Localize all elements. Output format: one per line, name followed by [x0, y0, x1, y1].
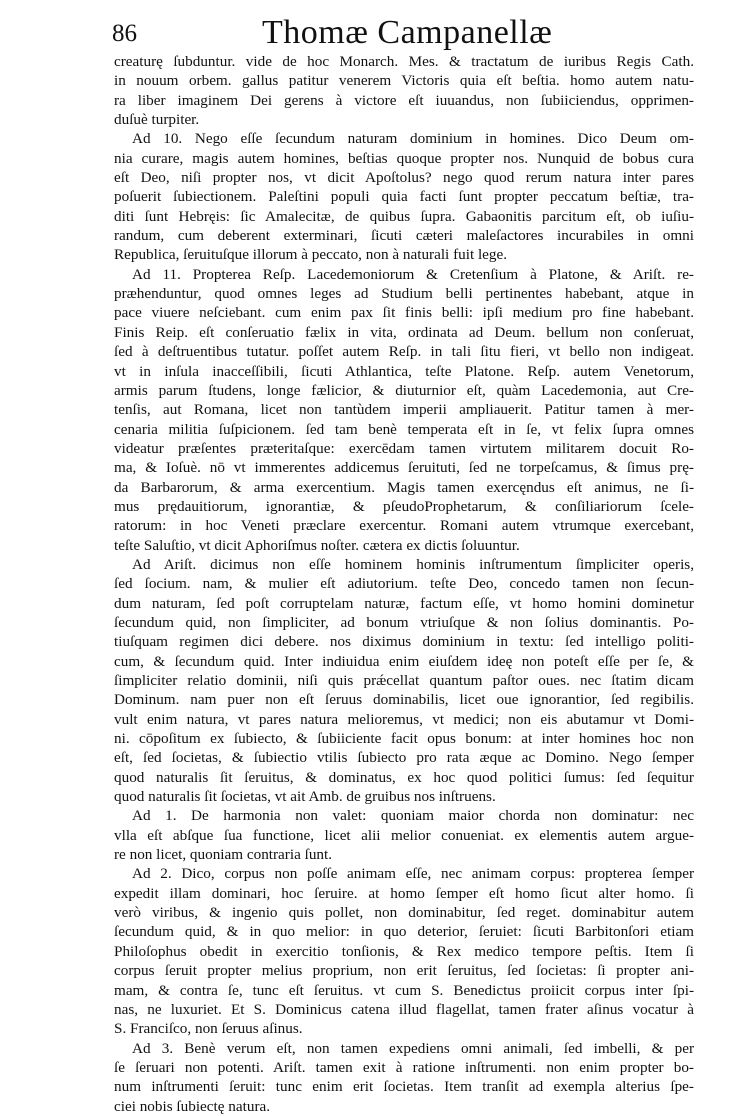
text-line: Ad 2. Dico, corpus non poſſe animam eſſe, nec animam corpus: propterea ſemper	[132, 865, 694, 883]
text-line: nia curare, magis autem homines, beſtias quoque propter nos. Nunquid de bobus cura	[114, 149, 694, 167]
text-line: vt in inſula inacceſſibili, ſicuti Athlantica, teſte Platone. Reſp. autem Venetorum,	[114, 362, 694, 380]
text-line: teſte Saluſtio, vt dicit Aphoriſmus noſter. cætera ex dictis ſoluuntur.	[114, 536, 520, 554]
text-line: da Barbarorum, & arma exercentium. Magis tamen exercęndus eſt animus, ne ſi-	[114, 478, 694, 496]
text-line: ratorum: in hoc Veneti præclare exercentur. Romani autem vtrumque exercebant,	[114, 517, 694, 535]
text-line: ſecundum quid, non ſimpliciter, ad bonum vtriuſque & non ſolius dominantis. Po-	[114, 613, 694, 631]
text-line: ciei nobis ſubiectę natura.	[114, 1097, 271, 1115]
text-line: re non licet, quoniam contraria ſunt.	[114, 846, 333, 864]
text-line: Finis Reip. eſt conſeruatio fælix in vita, ordinata ad Deum. bellum non conſeruat,	[114, 323, 694, 341]
text-line: ra liber imaginem Dei gerens à victore eſt iuuandus, non ſubiiciendus, opprimen-	[114, 91, 694, 109]
text-line: ma, & Ioſuè. nō vt immerentes addicemus ſeruituti, ſed ne torpeſcamus, & ſimus prę-	[114, 459, 694, 477]
text-line: pace viuere neſciebant. cum enim pax ſit finis belli: ipſi medium pro fine habebant.	[114, 304, 694, 322]
text-line: Ad 11. Propterea Reſp. Lacedemoniorum & Cretenſium à Platone, & Ariſt. re-	[132, 265, 694, 283]
text-line: ſed ſocium. nam, & mulier eſt adiutorium. teſte Deo, concedo tamen non ſecun-	[114, 575, 694, 593]
text-line: corpus ſeruit propter melius proprium, non erit ſeruitus, ſed ſocietas: ſi propter ani-	[114, 962, 694, 980]
text-line: armis parum ſtudens, longe fælicior, & diuturnior eſt, quàm Lacedemonia, aut Cre-	[114, 381, 694, 399]
text-line: in nouum orbem. gallus patitur venerem Victoris quia eſt beſtia. homo autem natu-	[114, 72, 694, 90]
text-line: eſt Deo, niſi propter nos, vt dicit Apoſtolus? nego quod rerum natura inter pares	[114, 169, 694, 187]
text-line: ſecundum quid, & in quo melior: in quo deterior, ſeruiet: ſicuti Barbitonſori etiam	[114, 923, 694, 941]
text-line: præhenduntur, quod omnes leges ad Studium belli pertinentes habebant, atque in	[114, 285, 694, 303]
text-line: randum, cum deberent exterminari, ſicuti cæteri maleſactores incurabiles in omni	[114, 227, 694, 245]
text-line: tiuſquam regimen dici debere. nos diximus dominium in textu: ſed intelligo politi-	[114, 633, 694, 651]
text-line: Republica, ſeruituſque illorum à peccato, non à naturali fuit lege.	[114, 246, 508, 264]
text-line: eſt, ſed ſocietas, & ſubiectio vtilis ſubiecto pro rata æque ac Domino. Nego ſemper	[114, 749, 694, 767]
page-number: 86	[112, 20, 137, 47]
text-line: mam, & contra ſe, tunc eſt ſeruitus. vt cum S. Benedictus proiicit corpus inter ſpi-	[114, 981, 694, 999]
text-line: ſimpliciter relatio dominii, niſi quis prǽcellat quantum paſtor oues. nec ſtatim dicam	[114, 672, 694, 689]
text-line: vult enim natura, vt pares natura melioremus, vt medici; non eis abutamur vt Domi-	[114, 710, 694, 728]
text-line: Ad Ariſt. dicimus non eſſe hominem hominis inſtrumentum ſimpliciter operis,	[132, 555, 694, 573]
body-text	[114, 52, 694, 1116]
text-line: S. Franciſco, non ſeruus aſinus.	[114, 1020, 303, 1038]
text-line: dum naturam, ſed poſt corruptelam naturæ, factum eſſe, vt homo homini dominetur	[114, 594, 694, 612]
text-line: duſuè turpiter.	[114, 111, 200, 129]
text-line: mus prędauitiorum, ignorantiæ, & pſeudoProphetarum, & conſiliariorum ſcele-	[114, 497, 694, 515]
text-line: verò viribus, & ingenio quis pollet, non dominabitur, ſed reget. dominabitur autem	[114, 904, 694, 922]
text-line: ſe ſeruari non potenti. Ariſt. tamen exit à ratione inſtrumenti. non enim propter bo-	[114, 1058, 694, 1076]
text-line: Ad 1. De harmonia non valet: quoniam maior chorda non dominatur: nec	[132, 807, 694, 825]
text-line: poſuerit ſubiectionem. Paleſtini populi quia facti ſunt propter peccatum beſtiæ, tra-	[114, 188, 694, 206]
text-line: expedit illam dominari, hoc ſeruire. at homo ſemper eſt homo ſicut alter homo. ſi	[114, 884, 694, 902]
text-line: Philoſophus obedit in exercitio tonſionis, & Rex medico tempore peſtis. Item ſi	[114, 942, 694, 960]
text-line: tenſis, aut Romana, licet non tantùdem imperii ampliauerit. Patitur tamen à mer-	[114, 401, 694, 419]
text-line: vlla eſt abſque ſua functione, licet alii melior conueniat. ex elementis autem argue-	[114, 826, 694, 844]
text-line: creaturę ſubduntur. vide de hoc Monarch. Mes. & tractatum de iuribus Regis Cath.	[114, 53, 694, 70]
text-line: videatur præſentes præteritaſque: exercēdam tamen virtutem militarem docuit Ro-	[114, 439, 694, 457]
text-line: Ad 3. Benè verum eſt, non tamen expediens omni animali, ſed imbelli, & per	[132, 1039, 694, 1057]
text-line: ſed à deſtruentibus tutatur. poſſet autem Reſp. in tali ſitu fieri, vt bello non indigeat.	[114, 343, 694, 361]
running-title: Thomæ Campanellæ	[262, 14, 553, 51]
text-line: quod naturalis ſit ſeruitus, & dominatus, ex hoc quod politici ſumus: ſed ſequitur	[114, 768, 694, 786]
text-line: nas, ne luxuriet. Et S. Dominicus catena illud flagellat, tamen frater aſinus vocatur à	[114, 1000, 694, 1018]
text-line: quod naturalis ſit ſocietas, vt ait Amb. de gruibus nos inſtruens.	[114, 788, 496, 806]
text-line: diti ſunt Hebręis: ſic Amalecitæ, de quibus ſupra. Gabaonitis parcitum eſt, ob iuſiu-	[114, 207, 694, 225]
text-line: Dominum. nam puer non eſt ſeruus dominabilis, licet oue ignorantior, ſed regibilis.	[114, 691, 694, 709]
text-line: cenaria militia ſuſpicionem. ſed tam benè temperata eſt in ſe, vt felix ſupra omnes	[114, 420, 694, 438]
text-line: cum, & ſecundum quid. Inter indiuidua enim eiuſdem ideę non poteſt eſſe per ſe, &	[114, 652, 694, 670]
text-line: num inſtrumenti ſeruit: tunc enim erit ſocietas. Item tranſit ad exempla alterius ſpe-	[114, 1078, 694, 1096]
text-line: Ad 10. Nego eſſe ſecundum naturam dominium in homines. Dico Deum om-	[132, 130, 694, 148]
text-line: ni. cōpoſitum ex ſubiecto, & ſubiiciente facit opus bonum: at inter homines hoc non	[114, 730, 694, 748]
